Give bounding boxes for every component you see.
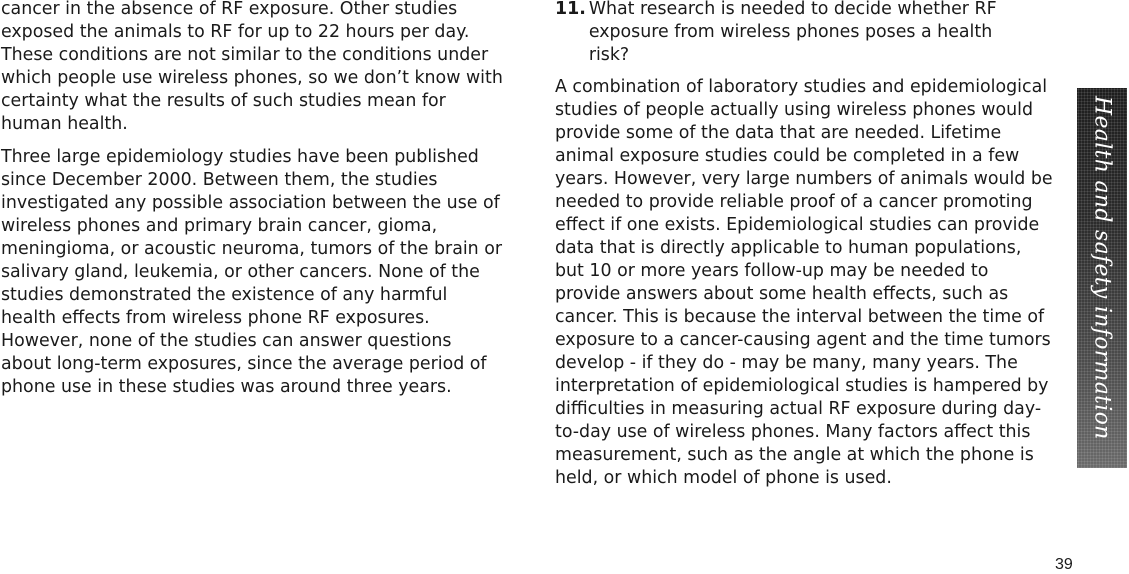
section-side-tab	[1077, 88, 1127, 468]
question-heading	[555, 0, 1055, 67]
side-tab-label: Health and safety information	[1089, 96, 1115, 440]
page-number: 39	[1055, 556, 1073, 573]
left-column	[1, 0, 506, 409]
question-number: 11.	[555, 0, 586, 19]
paragraph-epidemiology-studies: Three large epidemiology studies have been published since December 2000. Between them, the studies investigated any possible association between the use of wireless phones and primary brain cancer, gioma, meningioma, or acoustic neuroma, tumors of the brain or salivary gland, leukemia, or other cancers. None of the studies demonstrated the existence of any harmful health effects from wireless phone RF exposures. However, none of the studies can answer questions about long-term exposures, since the average period of phone use in these studies was around three years.	[1, 147, 503, 397]
answer-paragraph: A combination of laboratory studies and epidemiological studies of people actually using wireless phones would provide some of the data that are needed. Lifetime animal exposure studies could be completed in a few years. However, very large numbers of animals would be needed to provide reliable proof of a cancer promoting effect if one exists. Epidemiological studies can provide data that is directly applicable to human populations, but 10 or more years follow-up may be needed to provide answers about some health effects, such as cancer. This is because the interval between the time of exposure to a cancer-causing agent and the time tumors develop - if they do - may be many, many years. The interpretation of epidemiological studies is hampered by difficulties in measuring actual RF exposure during day-to-day use of wireless phones. Many factors affect this measurement, such as the angle at which the phone is held, or which model of phone is used.	[555, 77, 1053, 488]
paragraph-rf-animal-studies: cancer in the absence of RF exposure. Other studies exposed the animals to RF for up to 22 hours per day. These conditions are not similar to the conditions under which people use wireless phones, so we don’t know with certainty what the results of such studies mean for human health.	[1, 0, 503, 134]
right-column	[555, 0, 1055, 500]
question-text: What research is needed to decide whether RF exposure from wireless phones poses a health risk?	[588, 0, 997, 65]
